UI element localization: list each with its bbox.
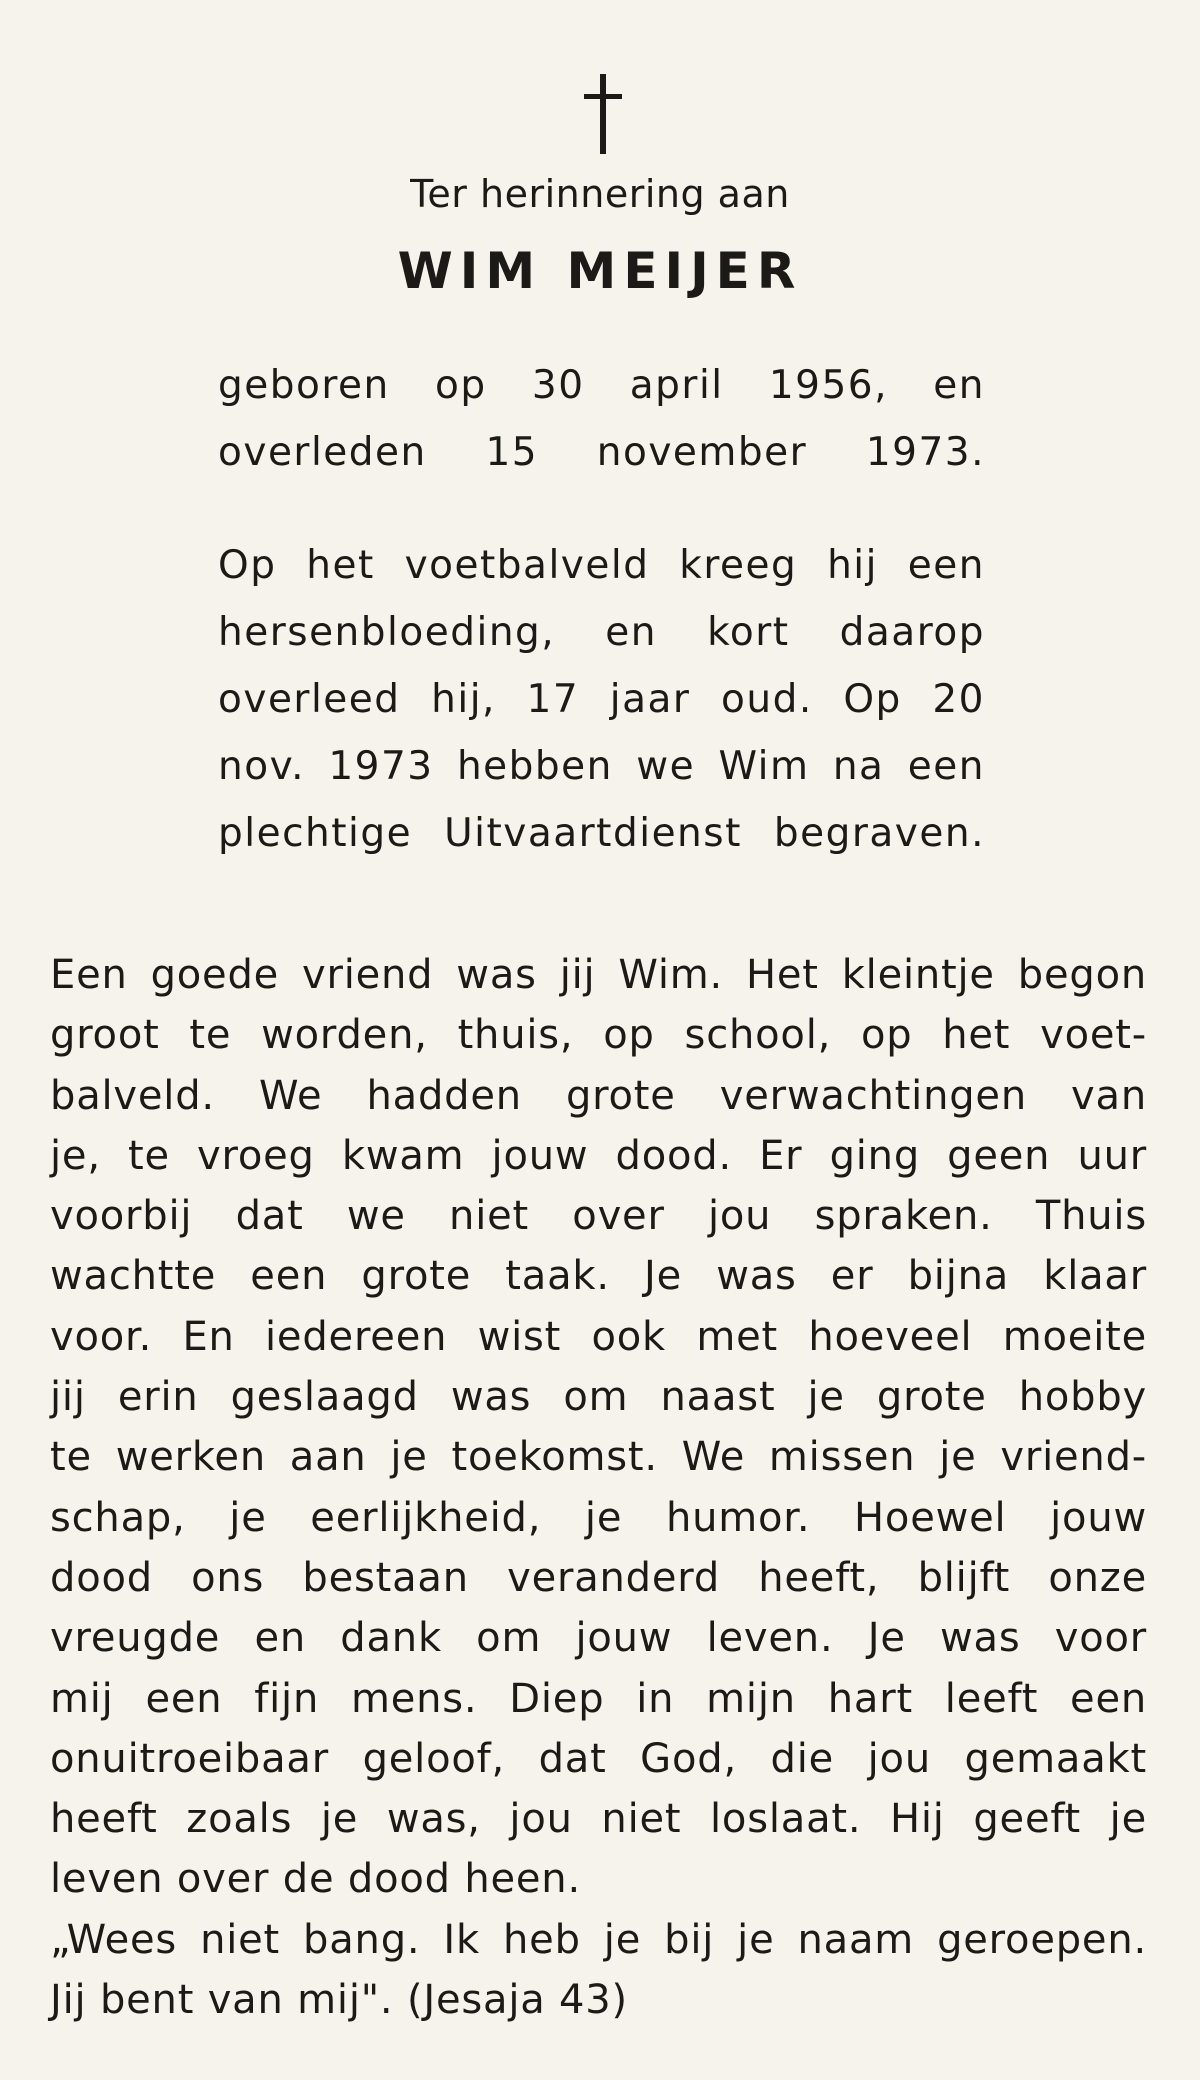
tribute-block	[50, 945, 1147, 2030]
deceased-name: WIM MEIJER	[397, 242, 803, 300]
text-line: jij erin geslaagd was om naast je grote hobby	[50, 1374, 1147, 1421]
text-line: onuitroeibaar geloof, dat God, die jou gemaakt	[50, 1735, 1147, 1782]
text-line: Jij bent van mij". (Jesaja 43)	[50, 1977, 628, 2024]
text-line: te werken aan je toekomst. We missen je vriend-	[50, 1434, 1147, 1481]
text-line: Op het voetbalveld kreeg hij een	[218, 543, 985, 588]
story-block	[218, 532, 985, 867]
cross-icon	[580, 74, 626, 154]
text-line: voor. En iedereen wist ook met hoeveel moeite	[50, 1313, 1147, 1360]
text-line: heeft zoals je was, jou niet loslaat. Hij geeft je	[50, 1796, 1147, 1843]
dates-block	[218, 352, 985, 486]
text-line: nov. 1973 hebben we Wim na een	[218, 744, 985, 789]
text-line: mij een fijn mens. Diep in mijn hart leeft een	[50, 1675, 1147, 1722]
text-line: wachtte een grote taak. Je was er bijna klaar	[50, 1253, 1147, 1300]
text-line: plechtige Uitvaartdienst begraven.	[218, 811, 985, 856]
text-line: vreugde en dank om jouw leven. Je was voor	[50, 1615, 1147, 1662]
text-line: hersenbloeding, en kort daarop	[218, 610, 985, 655]
text-line: leven over de dood heen.	[50, 1856, 581, 1903]
text-line: overleed hij, 17 jaar oud. Op 20	[218, 677, 985, 722]
text-line: Een goede vriend was jij Wim. Het kleintje begon	[50, 952, 1147, 998]
text-line: je, te vroeg kwam jouw dood. Er ging geen uur	[50, 1132, 1147, 1179]
text-line: geboren op 30 april 1956, en	[218, 363, 985, 408]
intro-text: Ter herinnering aan	[410, 172, 790, 216]
text-line: schap, je eerlijkheid, je humor. Hoewel jouw	[50, 1494, 1147, 1541]
text-line: groot te worden, thuis, op school, op het voet-	[50, 1012, 1147, 1059]
text-line: balveld. We hadden grote verwachtingen van	[50, 1072, 1147, 1119]
text-line: dood ons bestaan veranderd heeft, blijft onze	[50, 1554, 1147, 1601]
text-line: „Wees niet bang. Ik heb je bij je naam geroepen.	[50, 1916, 1147, 1963]
text-line: overleden 15 november 1973.	[218, 430, 985, 475]
text-line: voorbij dat we niet over jou spraken. Thuis	[50, 1193, 1147, 1240]
